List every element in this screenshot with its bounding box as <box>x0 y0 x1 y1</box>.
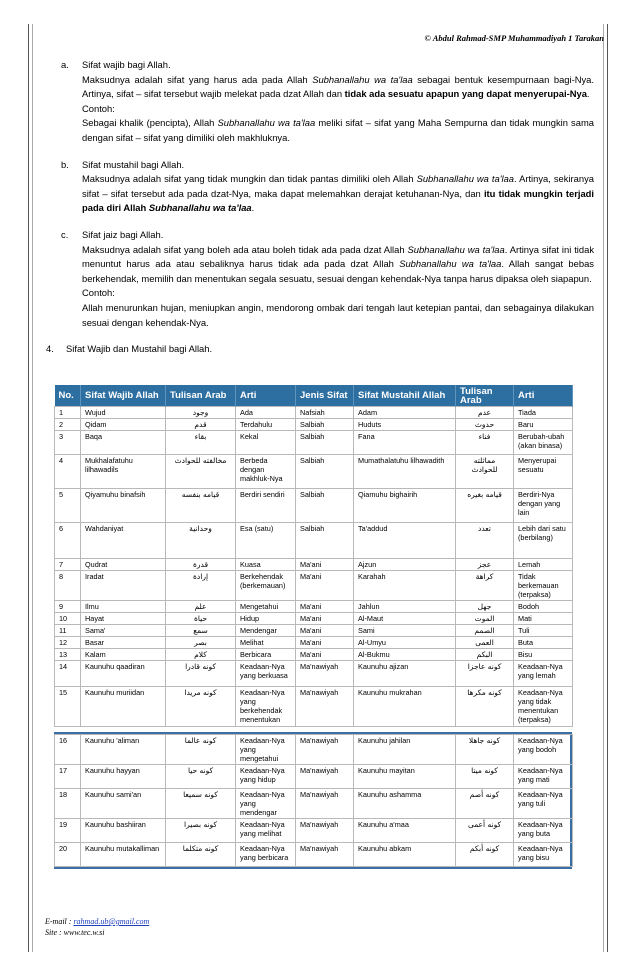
table-cell: Basar <box>81 637 166 649</box>
col-header: Tulisan Arab <box>166 385 236 407</box>
table-cell: 19 <box>55 819 81 843</box>
table-cell: Mendengar <box>236 625 296 637</box>
table-row <box>55 789 573 819</box>
paragraph: Maksudnya adalah sifat yang boleh ada atau boleh tidak ada pada dzat Allah Subhanallahu wa ta'laa. Artinya sifat ini tidak menuntut harus ada atau sebaliknya harus tidak ada pada dzat Allah Subhanallahu wa ta'laa. Allah sangat bebas berkehendak, memilih dan menentukan segala sesuatu, sesuai dengan kehendak-Nya tanpa harus dipaksa oleh siapapun. <box>82 243 595 284</box>
example-label: Contoh: <box>82 102 115 114</box>
table-cell: كونه عالما <box>166 735 236 765</box>
table-cell: Hayat <box>81 613 166 625</box>
table-cell: كونه أصم <box>456 789 514 819</box>
table-cell: Keadaan-Nya yang tuli <box>514 789 573 819</box>
section-title: Sifat jaiz bagi Allah. <box>82 228 164 240</box>
col-header: Arti <box>236 385 296 407</box>
table-cell: Sami <box>354 625 456 637</box>
table-cell: جهل <box>456 601 514 613</box>
table-cell: Qidam <box>81 419 166 431</box>
table-cell: وحدانية <box>166 523 236 559</box>
table-cell: Al-Maut <box>354 613 456 625</box>
table-cell: Keadaan-Nya yang hidup <box>236 765 296 789</box>
table-cell: قدم <box>166 419 236 431</box>
table-cell: 15 <box>55 687 81 727</box>
list-marker: 4. <box>46 343 54 355</box>
table-cell: Salbiah <box>296 431 354 455</box>
table-row <box>55 687 573 727</box>
example-label: Contoh: <box>82 287 115 299</box>
table-cell: Qudrat <box>81 559 166 571</box>
table-cell: Ma'ani <box>296 571 354 601</box>
table-cell: كونه متكلما <box>166 843 236 867</box>
table-cell: كونه أبكم <box>456 843 514 867</box>
table-cell: Kaunuhu jahilan <box>354 735 456 765</box>
table-cell: Ilmu <box>81 601 166 613</box>
table-cell: Ma'ani <box>296 625 354 637</box>
table-cell: كونه سميعا <box>166 789 236 819</box>
table-cell: العمى <box>456 637 514 649</box>
table-cell: 20 <box>55 843 81 867</box>
table-cell: Ma'nawiyah <box>296 735 354 765</box>
table-cell: Buta <box>514 637 573 649</box>
sifat-table-part1 <box>54 385 572 727</box>
table-row <box>55 637 573 649</box>
table-cell: Keadaan-Nya yang berkuasa <box>236 661 296 687</box>
sifat-table <box>54 385 573 727</box>
table-cell: تعدد <box>456 523 514 559</box>
section-b <box>46 158 594 216</box>
table-row <box>55 765 573 789</box>
table-cell: سمع <box>166 625 236 637</box>
table-cell: 7 <box>55 559 81 571</box>
table-cell: عدم <box>456 407 514 419</box>
table-cell: Bodoh <box>514 601 573 613</box>
table-cell: البكم <box>456 649 514 661</box>
table-cell: Kalam <box>81 649 166 661</box>
table-cell: فناء <box>456 431 514 455</box>
table-cell: Kaunuhu muriidan <box>81 687 166 727</box>
section-c <box>46 228 594 330</box>
table-cell: كونه أعمى <box>456 819 514 843</box>
table-cell: Baru <box>514 419 573 431</box>
table-cell: Kaunuhu 'aliman <box>81 735 166 765</box>
table-cell: Qiyamuhu binafsih <box>81 489 166 523</box>
col-header: Tulisan Arab <box>456 385 514 407</box>
table-cell: Kaunuhu hayyan <box>81 765 166 789</box>
table-cell: Mengetahui <box>236 601 296 613</box>
footer-email: E-mail : rahmad.ub@gmail.com <box>45 917 150 926</box>
table-cell: مخالفته للحوادث <box>166 455 236 489</box>
table-cell: Berdiri sendiri <box>236 489 296 523</box>
table-cell: كونه حيا <box>166 765 236 789</box>
table-row <box>55 843 573 867</box>
table-header-row <box>55 385 573 407</box>
table-cell: Salbiah <box>296 523 354 559</box>
table-cell: Ma'ani <box>296 613 354 625</box>
table-cell: Hidup <box>236 613 296 625</box>
table-cell: Berbeda dengan makhluk-Nya <box>236 455 296 489</box>
table-cell: Wujud <box>81 407 166 419</box>
table-cell: Salbiah <box>296 489 354 523</box>
page-footer <box>45 916 149 938</box>
table-cell: Kaunuhu sami'an <box>81 789 166 819</box>
table-row <box>55 523 573 559</box>
table-row <box>55 819 573 843</box>
table-cell: قدرة <box>166 559 236 571</box>
table-cell: Kaunuhu qaadiran <box>81 661 166 687</box>
table-cell: Ma'nawiyah <box>296 843 354 867</box>
table-row <box>55 419 573 431</box>
section-title: Sifat Wajib dan Mustahil bagi Allah. <box>66 343 213 355</box>
table-cell: Ada <box>236 407 296 419</box>
table-cell: قيامه بنفسه <box>166 489 236 523</box>
table-cell: 1 <box>55 407 81 419</box>
table-cell: Mukhalafatuhu lilhawadils <box>81 455 166 489</box>
table-cell: Menyerupai sesuatu <box>514 455 573 489</box>
table-cell: قيامه بغيره <box>456 489 514 523</box>
table-cell: Ma'nawiyah <box>296 661 354 687</box>
table-cell: Sama' <box>81 625 166 637</box>
table-cell: 5 <box>55 489 81 523</box>
table-cell: كونه قادرا <box>166 661 236 687</box>
table-cell: مماثلته للحوادث <box>456 455 514 489</box>
table-cell: Melihat <box>236 637 296 649</box>
table-cell: كونه جاهلا <box>456 735 514 765</box>
table-cell: Keadaan-Nya yang lemah <box>514 661 573 687</box>
table-cell: 18 <box>55 789 81 819</box>
table-cell: Keadaan-Nya yang tidak menentukan (terpaksa) <box>514 687 573 727</box>
table-row <box>55 625 573 637</box>
table-row <box>55 649 573 661</box>
table-row <box>55 601 573 613</box>
table-cell: كونه ميتا <box>456 765 514 789</box>
table-row <box>55 489 573 523</box>
page-header: © Abdul Rahmad-SMP Muhammadiyah 1 Tarakan <box>424 33 604 43</box>
section-a <box>46 58 594 146</box>
table-cell: كراهة <box>456 571 514 601</box>
table-cell: حياة <box>166 613 236 625</box>
table-cell: Ma'nawiyah <box>296 687 354 727</box>
table-cell: Kaunuhu mayitan <box>354 765 456 789</box>
table-cell: Ma'ani <box>296 637 354 649</box>
table-cell: Keadaan-Nya yang berbicara <box>236 843 296 867</box>
list-marker: a. <box>61 59 69 70</box>
table-row <box>55 455 573 489</box>
table-cell: علم <box>166 601 236 613</box>
table-cell: 6 <box>55 523 81 559</box>
table-cell: Ma'nawiyah <box>296 789 354 819</box>
table-cell: إرادة <box>166 571 236 601</box>
col-header: No. <box>55 385 81 407</box>
table-cell: Keadaan-Nya yang mati <box>514 765 573 789</box>
section-title: Sifat mustahil bagi Allah. <box>82 158 185 170</box>
table-cell: Huduts <box>354 419 456 431</box>
section-title: Sifat wajib bagi Allah. <box>82 59 171 70</box>
table-cell: 16 <box>55 735 81 765</box>
table-cell: 13 <box>55 649 81 661</box>
table-cell: Tidak berkemauan (terpaksa) <box>514 571 573 601</box>
table-row <box>55 661 573 687</box>
table-cell: Kuasa <box>236 559 296 571</box>
list-marker: c. <box>61 228 69 240</box>
table-cell: بصر <box>166 637 236 649</box>
table-cell: Kaunuhu ashamma <box>354 789 456 819</box>
table-cell: Tuli <box>514 625 573 637</box>
list-marker: b. <box>61 158 69 170</box>
table-cell: 17 <box>55 765 81 789</box>
table-cell: 8 <box>55 571 81 601</box>
table-cell: Ma'ani <box>296 649 354 661</box>
table-cell: Baqa <box>81 431 166 455</box>
table-cell: Karahah <box>354 571 456 601</box>
table-cell: Berdiri-Nya dengan yang lain <box>514 489 573 523</box>
table-cell: Terdahulu <box>236 419 296 431</box>
table-cell: Keadaan-Nya yang buta <box>514 819 573 843</box>
table-cell: Adam <box>354 407 456 419</box>
table-cell: Lebih dari satu (berbilang) <box>514 523 573 559</box>
table-cell: كلام <box>166 649 236 661</box>
table-cell: Kaunuhu bashiiran <box>81 819 166 843</box>
table-row <box>55 735 573 765</box>
table-row <box>55 559 573 571</box>
table-cell: Ma'ani <box>296 559 354 571</box>
table-cell: Berkehendak (berkemauan) <box>236 571 296 601</box>
table-cell: Al-Umyu <box>354 637 456 649</box>
paragraph: Maksudnya adalah sifat yang tidak mungkin dan tidak pantas dimiliki oleh Allah Subhanallahu wa ta'laa. Artinya, sekiranya sifat – sifat tersebut ada pada dzat-Nya, maka dapat melemahkan derajat ketuhanan-Nya, dan itu tidak mungkin terjadi pada diri Allah Subhanallahu wa ta'laa. <box>82 173 594 214</box>
table-cell: Kaunuhu mukrahan <box>354 687 456 727</box>
table-cell: Iradat <box>81 571 166 601</box>
table-row <box>55 571 573 601</box>
table-cell: Jahlun <box>354 601 456 613</box>
col-header: Jenis Sifat <box>296 385 354 407</box>
table-cell: Kaunuhu mutakalliman <box>81 843 166 867</box>
table-row <box>55 431 573 455</box>
section-4 <box>46 342 594 357</box>
table-cell: كونه مكرها <box>456 687 514 727</box>
table-cell: Ajzun <box>354 559 456 571</box>
table-cell: Mati <box>514 613 573 625</box>
table-cell: Ta'addud <box>354 523 456 559</box>
table-cell: Ma'nawiyah <box>296 765 354 789</box>
paragraph: Sebagai khalik (pencipta), Allah Subhanallahu wa ta'laa meliki sifat – sifat yang Maha Sempurna dan tidak mungkin sama dengan sifat – sifat yang dimiliki oleh makhluknya. <box>82 117 594 143</box>
table-cell: Keadaan-Nya yang bodoh <box>514 735 573 765</box>
table-cell: الموت <box>456 613 514 625</box>
table-cell: Keadaan-Nya yang melihat <box>236 819 296 843</box>
table-cell: 10 <box>55 613 81 625</box>
table-cell: Lemah <box>514 559 573 571</box>
table-cell: Keadaan-Nya yang mengetahui <box>236 735 296 765</box>
table-cell: 2 <box>55 419 81 431</box>
table-cell: 11 <box>55 625 81 637</box>
table-cell: بقاء <box>166 431 236 455</box>
table-cell: Keadaan-Nya yang berkehendak menentukan <box>236 687 296 727</box>
table-cell: Kaunuhu a'maa <box>354 819 456 843</box>
document-body <box>46 58 594 357</box>
table-cell: Ma'ani <box>296 601 354 613</box>
table-cell: Nafsiah <box>296 407 354 419</box>
table-cell: كونه بصيرا <box>166 819 236 843</box>
table-row <box>55 407 573 419</box>
table-cell: Ma'nawiyah <box>296 819 354 843</box>
table-cell: الصمم <box>456 625 514 637</box>
paragraph: Allah menurunkan hujan, meniupkan angin, mendorong ombak dari tengah laut ketepian pantai, dan sebagainya dilakukan sesuai dengan kehendak-Nya. <box>82 301 594 328</box>
email-link[interactable]: rahmad.ub@gmail.com <box>73 917 150 926</box>
table-cell: Berbicara <box>236 649 296 661</box>
table-cell: 14 <box>55 661 81 687</box>
table-cell: كونه عاجزا <box>456 661 514 687</box>
table-cell: Bisu <box>514 649 573 661</box>
table-cell: 9 <box>55 601 81 613</box>
table-cell: Kaunuhu ajizan <box>354 661 456 687</box>
table-cell: Wahdaniyat <box>81 523 166 559</box>
table-cell: Salbiah <box>296 455 354 489</box>
table-cell: حدوث <box>456 419 514 431</box>
table-cell: Keadaan-Nya yang bisu <box>514 843 573 867</box>
table-cell: Keadaan-Nya yang mendengar <box>236 789 296 819</box>
col-header: Sifat Wajib Allah <box>81 385 166 407</box>
table-cell: Tiada <box>514 407 573 419</box>
table-cell: Salbiah <box>296 419 354 431</box>
footer-site: Site : www.tec.w.si <box>45 928 105 937</box>
sifat-table-continued <box>54 734 573 867</box>
table-cell: كونه مريدا <box>166 687 236 727</box>
table-cell: 12 <box>55 637 81 649</box>
table-cell: Kekal <box>236 431 296 455</box>
table-cell: 3 <box>55 431 81 455</box>
sifat-table-part2 <box>54 732 572 869</box>
col-header: Sifat Mustahil Allah <box>354 385 456 407</box>
table-cell: Al-Bukmu <box>354 649 456 661</box>
table-cell: وجود <box>166 407 236 419</box>
table-cell: 4 <box>55 455 81 489</box>
table-cell: Qiamuhu bighairih <box>354 489 456 523</box>
table-cell: Mumathalatuhu lilhawadith <box>354 455 456 489</box>
col-header: Arti <box>514 385 573 407</box>
site-link[interactable]: www.tec.w.si <box>63 928 105 937</box>
table-cell: Fana <box>354 431 456 455</box>
table-row <box>55 613 573 625</box>
table-cell: Esa (satu) <box>236 523 296 559</box>
table-cell: Berubah-ubah (akan binasa) <box>514 431 573 455</box>
table-cell: Kaunuhu abkam <box>354 843 456 867</box>
paragraph: Maksudnya adalah sifat yang harus ada pada Allah Subhanallahu wa ta'laa sebagai bentuk kesempurnaan bagi-Nya. Artinya, sifat – sifat tersebut wajib melekat pada dzat Allah dan tidak ada sesuatu apapun yang dapat menyerupai-Nya. <box>82 73 594 100</box>
table-cell: عجز <box>456 559 514 571</box>
